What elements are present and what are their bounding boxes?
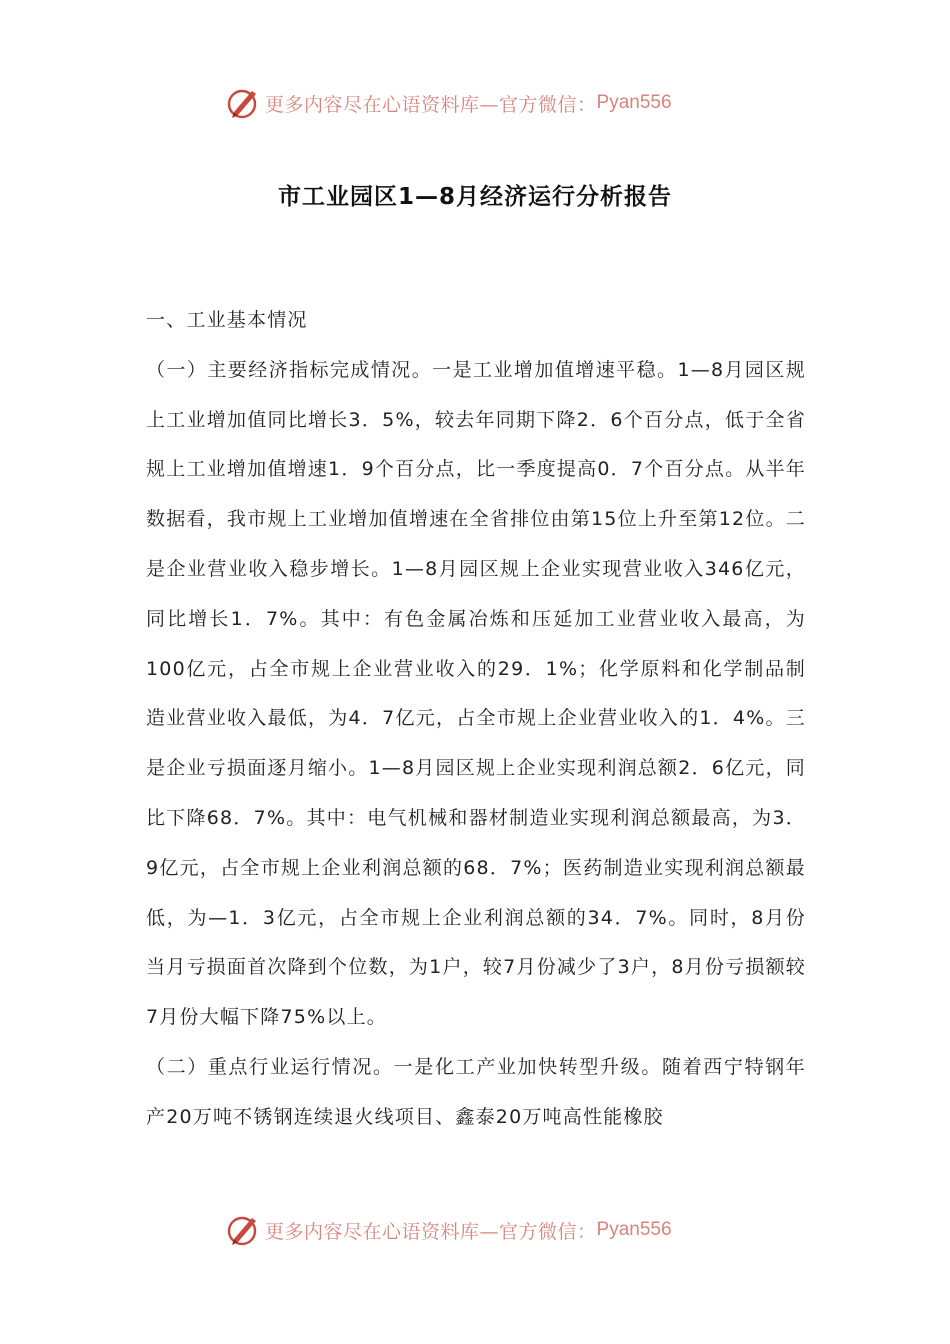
document-title: 市工业园区1—8月经济运行分析报告 [277, 184, 672, 210]
watermark-banner-top [225, 83, 725, 123]
watermark-text: 更多内容尽在心语资料库—官方微信： [265, 1220, 597, 1243]
watermark-banner-bottom [225, 1210, 725, 1250]
paragraph: （二）重点行业运行情况。一是化工产业加快转型升级。随着西宁特钢年产20万吨不锈钢连续退火线项目、鑫泰20万吨高性能橡胶 [146, 1055, 806, 1128]
watermark-wechat-id: Pyan556 [596, 92, 672, 113]
watermark-text: 更多内容尽在心语资料库—官方微信： [265, 93, 597, 116]
watermark-wechat-id: Pyan556 [596, 1219, 672, 1240]
paragraph: （一）主要经济指标完成情况。一是工业增加值增速平稳。1—8月园区规上工业增加值同比增长3．5%，较去年同期下降2．6个百分点，低于全省规上工业增加值增速1．9个百分点，比一季度提高0．7个百分点。从半年数据看，我市规上工业增加值增速在全省排位由第15位上升至第12位。二是企业营业收入稳步增长。1—8月园区规上企业实现营业收入346亿元，同比增长1．7%。其中：有色金属冶炼和压延加工业营业收入最高，为100亿元，占全市规上企业营业收入的29．1%；化学原料和化学制品制造业营业收入最低，为4．7亿元，占全市规上企业营业收入的1．4%。三是企业亏损面逐月缩小。1—8月园区规上企业实现利润总额2．6亿元，同比下降68．7%。其中：电气机械和器材制造业实现利润总额最高，为3．9亿元，占全市规上企业利润总额的68．7%；医药制造业实现利润总额最低，为—1．3亿元，占全市规上企业利润总额的34．7%。同时，8月份当月亏损面首次降到个位数，为1户，较7月份减少了3户，8月份亏损额较7月份大幅下降75%以上。 [146, 358, 806, 1029]
document-body [146, 296, 806, 1143]
section-heading: 一、工业基本情况 [146, 309, 308, 331]
pen-logo-icon [225, 85, 261, 121]
pen-logo-icon [225, 1212, 261, 1248]
